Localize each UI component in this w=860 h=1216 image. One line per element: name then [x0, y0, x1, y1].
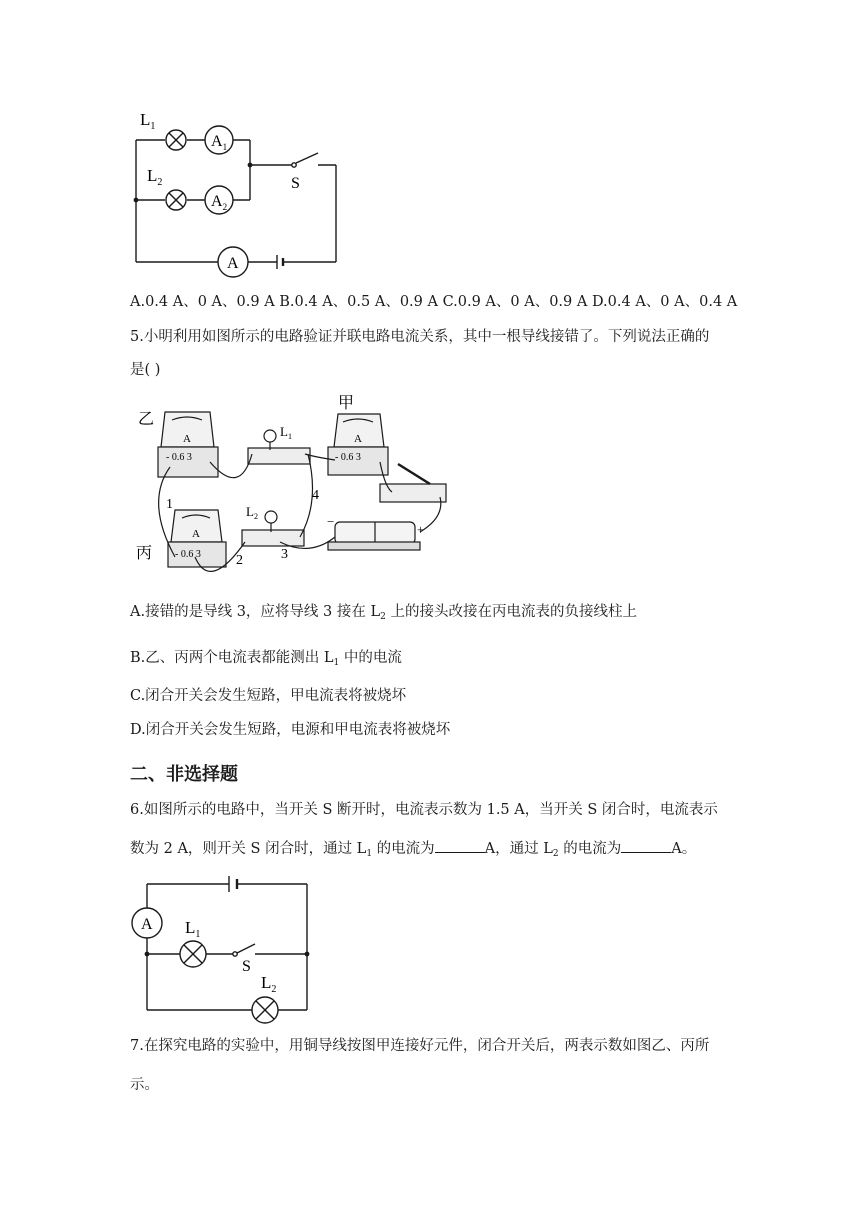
q6-stem-line1: 6.如图所示的电路中，当开关 S 断开时，电流表示数为 1.5 A，当开关 S 闭合时，电流表示 [130, 802, 718, 818]
q7-stem-line2: 示。 [130, 1077, 159, 1093]
wire-2-label: 2 [236, 553, 243, 568]
battery-plus: + [417, 522, 425, 537]
q5-option-d: D.闭合开关会发生短路，电源和甲电流表将被烧坏 [130, 722, 451, 738]
q7-stem-line1: 7.在探究电路的实验中，用铜导线按图甲连接好元件，闭合开关后，两表示数如图乙、丙所 [130, 1038, 710, 1054]
q6-label-l2: $L_2$ [261, 973, 277, 995]
q5-option-c: C.闭合开关会发生短路，甲电流表将被烧坏 [130, 688, 407, 704]
q6-stem-line2: 数为 2 A，则开关 S 闭合时，通过 $L_1$ 的电流为 A，通过 $L_2$ 的电流为 A。 [130, 838, 696, 864]
q6-label-s: S [242, 958, 251, 975]
q6-ammeter-label: A [141, 916, 153, 933]
q5-stem-line2: 是( ) [130, 362, 161, 378]
meter-yi-scale: - 0.6 3 [166, 452, 192, 463]
section-heading: 二、非选择题 [130, 764, 238, 785]
q4-options: A.0.4 A、0 A、0.9 A B.0.4 A、0.5 A、0.9 A C.0.9 A、0 A、0.9 A D.0.4 A、0 A、0.4 A [130, 294, 738, 310]
q5-circuit-photo [130, 392, 460, 582]
meter-jia-scale: - 0.6 3 [335, 452, 361, 463]
label-a1: $A_1$ [211, 133, 228, 152]
wire-1-label: 1 [166, 497, 173, 512]
label-jia: 甲 [338, 395, 355, 412]
q6-circuit-diagram [125, 870, 325, 1025]
label-a: A [227, 255, 239, 272]
label-bing: 丙 [136, 545, 153, 562]
answer-blank-l1[interactable] [435, 838, 485, 853]
label-l2-photo: $L_2$ [246, 504, 258, 521]
meter-bing-a: A [192, 528, 200, 540]
label-l2: $L_2$ [147, 166, 163, 188]
meter-bing-scale: - 0.6 3 [175, 549, 201, 560]
q5-stem-line1: 5.小明利用如图所示的电路验证并联电路电流关系，其中一根导线接错了。下列说法正确的 [130, 329, 710, 345]
answer-blank-l2[interactable] [621, 838, 671, 853]
meter-jia-a: A [354, 433, 362, 445]
label-yi: 乙 [138, 411, 155, 428]
label-a2: $A_2$ [211, 193, 228, 212]
q5-option-a: A.接错的是导线 3，应将导线 3 接在 $L_2$ 上的接头改接在丙电流表的负接线柱上 [130, 604, 637, 622]
label-s: S [291, 175, 300, 192]
label-l1-photo: $L_1$ [280, 424, 292, 441]
label-l1: $L_1$ [140, 110, 156, 132]
meter-yi-a: A [183, 433, 191, 445]
q4-circuit-diagram [120, 105, 350, 280]
q5-option-b: B.乙、丙两个电流表都能测出 $L_1$ 中的电流 [130, 650, 402, 668]
wire-3-label: 3 [281, 547, 288, 562]
battery-minus: − [327, 514, 335, 529]
wire-4-label: 4 [312, 488, 319, 503]
q6-label-l1: $L_1$ [185, 918, 201, 940]
